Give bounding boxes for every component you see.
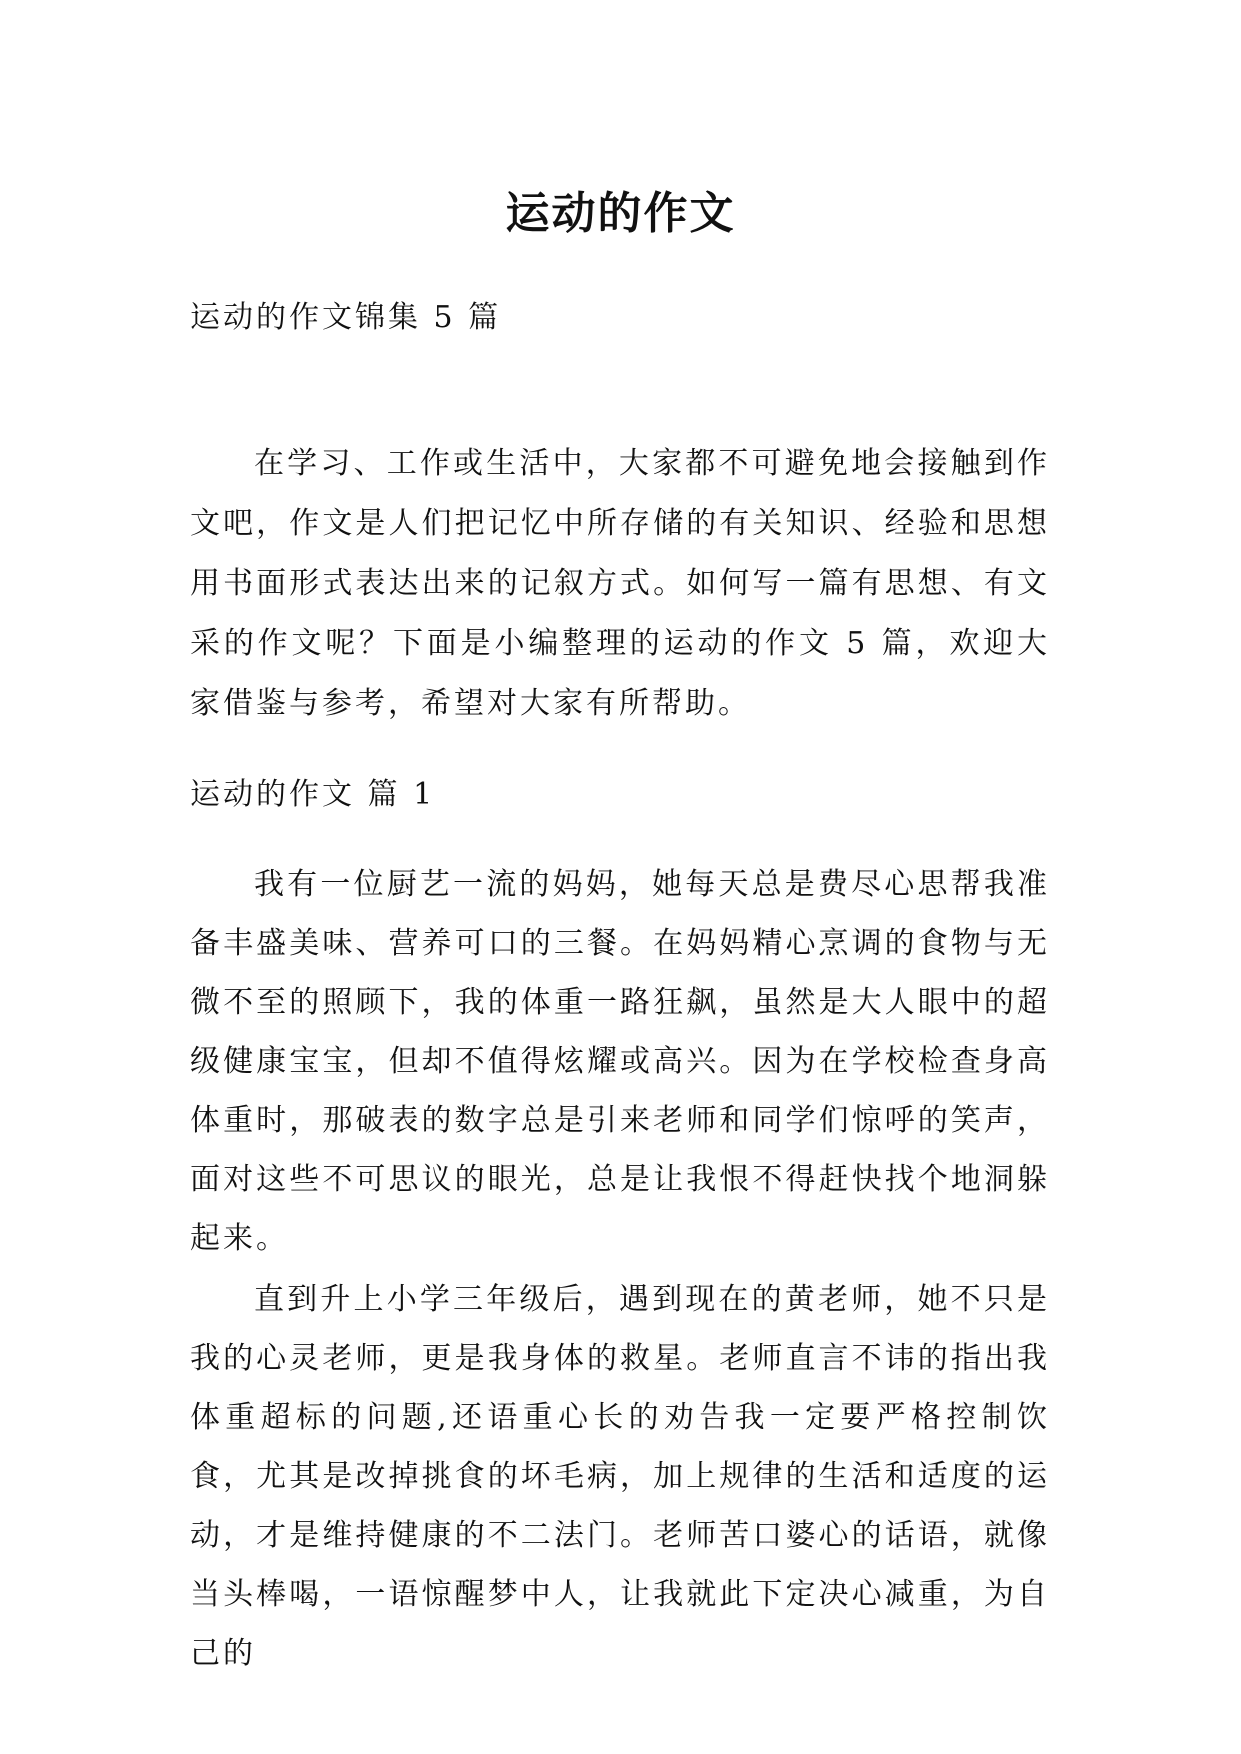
intro-paragraph: 在学习、工作或生活中，大家都不可避免地会接触到作文吧，作文是人们把记忆中所存储的有关知识、经验和思想用书面形式表达出来的记叙方式。如何写一篇有思想、有文采的作文呢？下面是小编整理的运动的作文 5 篇，欢迎大家借鉴与参考，希望对大家有所帮助。: [190, 446, 1050, 721]
document-title: 运动的作文: [505, 188, 736, 240]
body-paragraph-2: 直到升上小学三年级后，遇到现在的黄老师，她不只是我的心灵老师，更是我身体的救星。老师直言不讳的指出我体重超标的问题,还语重心长的劝告我一定要严格控制饮食，尤其是改掉挑食的坏毛病，加上规律的生活和适度的运动，才是维持健康的不二法门。老师苦口婆心的话语，就像当头棒喝，一语惊醒梦中人，让我就此下定决心减重，为自己的: [190, 1282, 1050, 1671]
section-heading: 运动的作文 篇 1: [190, 777, 436, 812]
body-paragraph-1: 我有一位厨艺一流的妈妈，她每天总是费尽心思帮我准备丰盛美味、营养可口的三餐。在妈妈精心烹调的食物与无微不至的照顾下，我的体重一路狂飙，虽然是大人眼中的超级健康宝宝，但却不值得炫耀或高兴。因为在学校检查身高体重时，那破表的数字总是引来老师和同学们惊呼的笑声，面对这些不可思议的眼光，总是让我恨不得赶快找个地洞躲起来。: [190, 867, 1050, 1256]
document-subtitle: 运动的作文锦集 5 篇: [190, 300, 502, 335]
